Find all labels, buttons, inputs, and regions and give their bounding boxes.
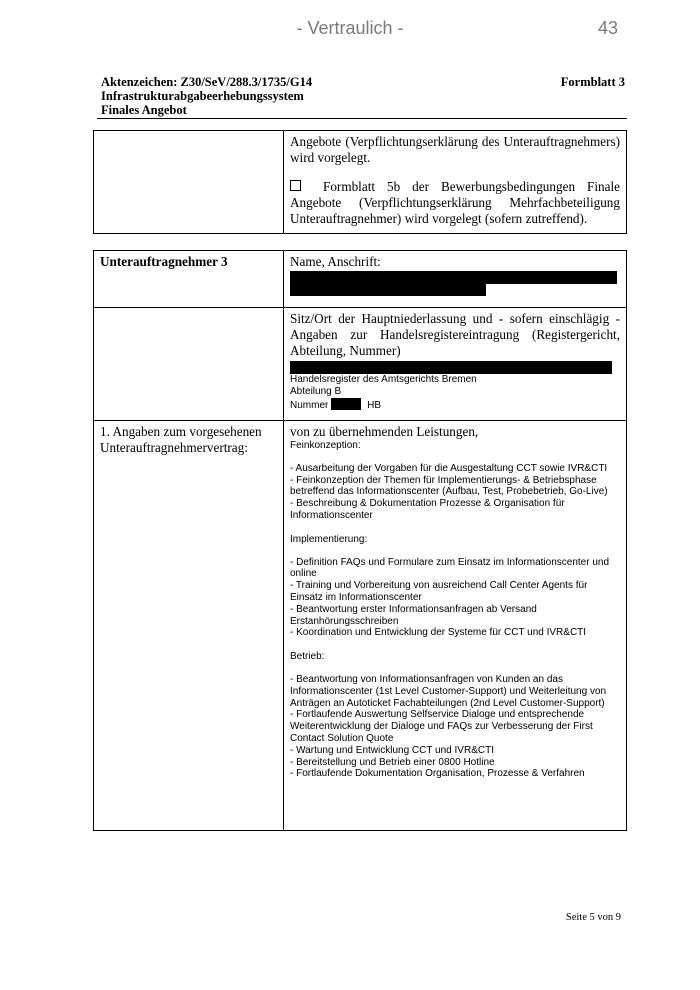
section-title: Implementierung: <box>290 533 368 545</box>
contract-label: 1. Angaben zum vorgesehenen Unterauftragnehmervertrag: <box>100 424 262 455</box>
declaration-text: Angebote (Verpflichtungserklärung des Unterauftragnehmers) wird vorgelegt. <box>290 134 620 165</box>
services-intro: von zu übernehmenden Leistungen, <box>290 424 479 439</box>
subcontractor-label: Unterauftragnehmer 3 <box>100 254 228 269</box>
confidential-label: - Vertraulich - <box>296 18 404 38</box>
seat-right-cell <box>284 308 627 421</box>
section-title: Betrieb: <box>290 651 325 663</box>
header-divider <box>97 118 627 119</box>
continuation-left-cell <box>94 131 284 234</box>
list-item: - Bereitstellung und Betrieb einer 0800 Hotline <box>290 756 495 768</box>
contract-label-cell <box>94 421 284 831</box>
list-item: - Fortlaufende Auswertung Selfservice Dialoge und entsprechende Weiterentwicklung der Dialoge und FAQs zur Verbesserung der First Contact Solution Quote <box>290 709 593 744</box>
redacted-name <box>290 271 617 284</box>
continuation-right-cell <box>284 131 627 234</box>
list-item: - Ausarbeitung der Vorgaben für die Ausgestaltung CCT sowie IVR&CTI <box>290 462 608 474</box>
subcontractor-table <box>93 250 627 831</box>
section-feinkonzeption <box>290 440 620 522</box>
list-item: - Koordination und Entwicklung der Systeme für CCT und IVR&CTI <box>290 627 587 639</box>
seat-label: Sitz/Ort der Hauptniederlassung und - sofern einschlägig - Angaben zur Handelsregistereintragung (Registergericht, Abteilung, Nummer) <box>290 311 620 358</box>
register-court: Handelsregister des Amtsgerichts Bremen <box>290 374 477 385</box>
register-number-label: Nummer <box>290 399 329 411</box>
subcontractor-label-cell <box>94 251 284 308</box>
system-name: Infrastrukturabgabeerhebungssystem <box>101 89 304 103</box>
form-id: Formblatt 3 <box>560 75 625 89</box>
register-department: Abteilung B <box>290 385 342 397</box>
list-item: - Wartung und Entwicklung CCT und IVR&CTI <box>290 744 494 756</box>
list-item: - Training und Vorbereitung von ausreichend Call Center Agents für Einsatz im Informationscenter <box>290 580 588 603</box>
form-5b-text: Formblatt 5b der Bewerbungsbedingungen Finale Angebote (Verpflichtungserklärung Mehrfachbeteiligung Unterauftragnehmer) wird vorgelegt (sofern zutreffend). <box>290 179 620 226</box>
section-betrieb <box>290 651 620 780</box>
continuation-table <box>93 130 627 234</box>
name-address-label: Name, Anschrift: <box>290 254 381 269</box>
register-number-suffix: HB <box>367 399 382 411</box>
redacted-address <box>290 284 486 296</box>
seat-left-cell <box>94 308 284 421</box>
form-5b-checkbox[interactable] <box>290 180 301 191</box>
section-title: Feinkonzeption: <box>290 440 361 451</box>
section-implementierung <box>290 534 620 639</box>
list-item: - Beantwortung erster Informationsanfragen ab Versand Erstanhörungsschreiben <box>290 603 537 627</box>
offer-type: Finales Angebot <box>101 103 187 117</box>
name-address-cell <box>284 251 627 308</box>
document-header <box>101 75 625 117</box>
form-5b-option <box>290 179 620 227</box>
register-number <box>290 398 620 412</box>
page-number: 43 <box>597 18 618 38</box>
list-item: - Definition FAQs und Formulare zum Einsatz im Informationscenter und online <box>290 556 610 580</box>
redacted-register-number <box>331 398 361 410</box>
confidential-banner <box>0 18 700 46</box>
list-item: - Fortlaufende Dokumentation Organisation, Prozesse & Verfahren <box>290 768 585 780</box>
services-cell <box>284 421 627 831</box>
page-footer: Seite 5 von 9 <box>565 912 621 923</box>
redacted-seat <box>290 361 612 374</box>
list-item: - Beantwortung von Informationsanfragen von Kunden an das Informationscenter (1st Level Customer-Support) und Weiterleitung von Anträgen an Autoticket Fachabteilungen (2nd Level Customer-Support) <box>290 673 607 709</box>
list-item: - Feinkonzeption der Themen für Implementierungs- & Betriebsphase betreffend das Informationscenter (Aufbau, Test, Probebetrieb, Go-Live) <box>290 474 608 498</box>
file-reference: Aktenzeichen: Z30/SeV/288.3/1735/G14 <box>101 75 313 89</box>
list-item: - Beschreibung & Dokumentation Prozesse & Organisation für Informationscenter <box>290 498 565 521</box>
